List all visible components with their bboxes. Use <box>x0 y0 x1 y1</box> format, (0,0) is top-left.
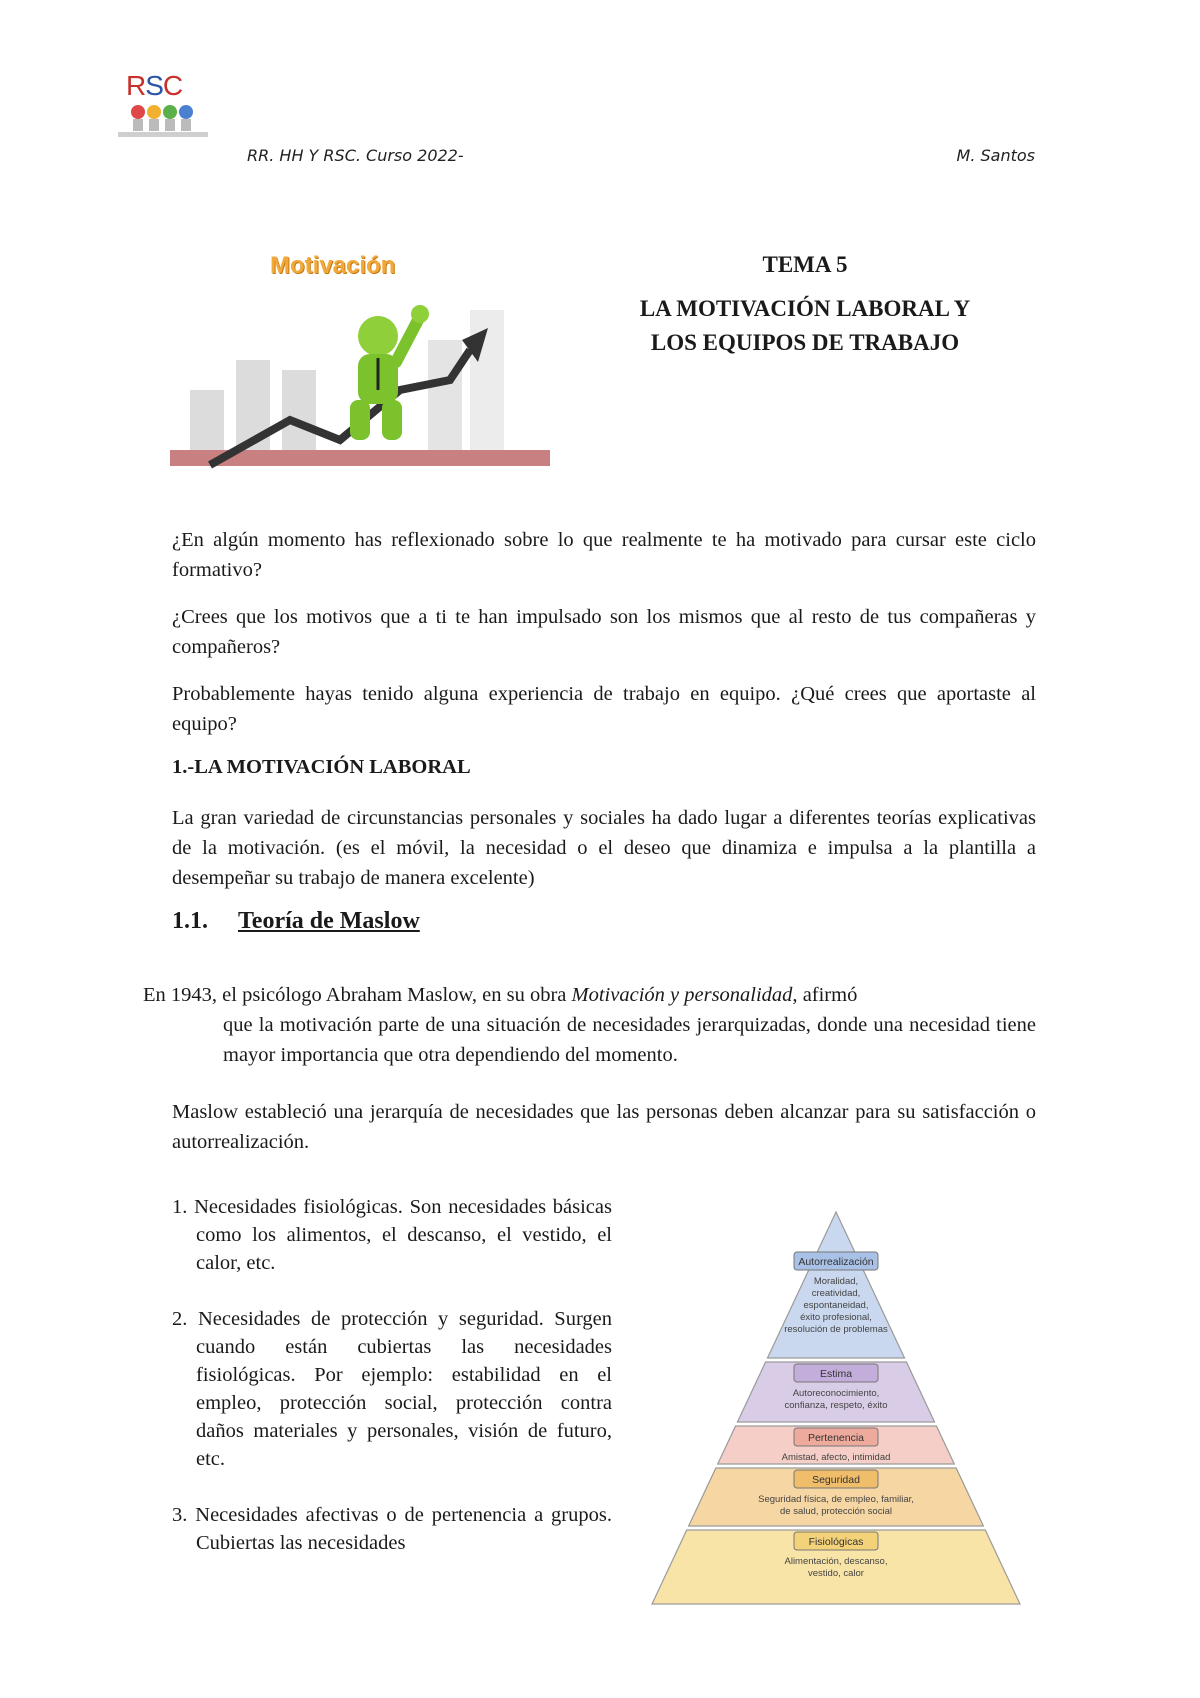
section-title: Teoría de Maslow <box>238 908 420 934</box>
section-heading-motivation: 1.-LA MOTIVACIÓN LABORAL <box>172 756 471 778</box>
growth-figure-icon <box>170 250 550 472</box>
needs-list <box>172 1193 612 1585</box>
pyramid-level-description: Seguridad física, de empleo, familiar, <box>758 1494 914 1505</box>
logo-text: RSC <box>126 70 183 101</box>
section-heading-maslow <box>172 908 420 935</box>
header-author: M. Santos <box>956 146 1035 165</box>
intro-question-3: Probablemente hayas tenido alguna experiencia de trabajo en equipo. ¿Qué crees que aportaste al equipo? <box>172 683 1036 735</box>
title-block <box>560 252 1050 360</box>
pyramid-level-description: éxito profesional, <box>800 1312 872 1323</box>
motivation-label: Motivación <box>270 252 396 279</box>
rsc-logo <box>112 62 212 146</box>
pyramid-level-description: de salud, protección social <box>780 1506 892 1517</box>
topic-number: TEMA 5 <box>762 252 848 277</box>
title-line-1: LA MOTIVACIÓN LABORAL Y <box>639 296 971 321</box>
pyramid-level-description: Amistad, afecto, intimidad <box>781 1452 891 1463</box>
list-item: 3. Necesidades afectivas o de pertenencia a grupos. Cubiertas las necesidades <box>172 1504 612 1554</box>
motivation-illustration <box>170 250 550 472</box>
intro-question-1: ¿En algún momento has reflexionado sobre lo que realmente te ha motivado para cursar este ciclo formativo? <box>172 529 1036 581</box>
pyramid-level-description: vestido, calor <box>808 1568 864 1579</box>
maslow-text-mid: afirmó <box>797 984 858 1006</box>
section-motivation-text: La gran variedad de circunstancias personales y sociales ha dado lugar a diferentes teorías explicativas de la motivación. (es el móvil, la necesidad o el deseo que dinamiza e impulsa a la plantilla a desempeñar su trabajo de manera excelente) <box>172 807 1036 889</box>
pyramid-level-description: resolución de problemas <box>784 1324 888 1335</box>
maslow-paragraph-2: Maslow estableció una jerarquía de necesidades que las personas deben alcanzar para su satisfacción o autorrealización. <box>172 1101 1036 1153</box>
maslow-paragraph-1 <box>143 980 1036 1070</box>
header-course: RR. HH Y RSC. Curso 2022- <box>247 146 464 165</box>
list-item: 2. Necesidades de protección y seguridad. Surgen cuando están cubiertas las necesidades fisiológicas. Por ejemplo: estabilidad en el empleo, protección social, protección contra daños materiales y personales, visión de futuro, etc. <box>172 1308 612 1470</box>
pyramid-level-name: Fisiológicas <box>808 1536 864 1548</box>
book-title: Motivación y personalidad, <box>571 984 798 1006</box>
pyramid-level-name: Pertenencia <box>807 1432 865 1444</box>
logo-figures-icon <box>112 62 212 146</box>
pyramid-level-name: Estima <box>819 1368 853 1380</box>
section-number: 1.1. <box>172 908 208 934</box>
page-title <box>560 292 1050 360</box>
title-line-2: LOS EQUIPOS DE TRABAJO <box>650 330 960 355</box>
pyramid-level-description: Moralidad, <box>813 1276 859 1287</box>
list-item: 1. Necesidades fisiológicas. Son necesidades básicas como los alimentos, el descanso, el vestido, el calor, etc. <box>172 1196 612 1274</box>
maslow-text-rest: que la motivación parte de una situación de necesidades jerarquizadas, donde una necesidad tiene mayor importancia que otra dependiendo del momento. <box>223 1014 1036 1066</box>
pyramid-level-description: Autoreconocimiento, <box>792 1388 880 1399</box>
maslow-text-start: En 1943, el psicólogo Abraham Maslow, en su obra <box>143 984 572 1006</box>
pyramid-level-description: espontaneidad, <box>803 1300 869 1311</box>
pyramid-level-name: Autorrealización <box>798 1256 874 1268</box>
pyramid-level-description: Alimentación, descanso, <box>784 1556 888 1567</box>
pyramid-level-name: Seguridad <box>812 1474 860 1486</box>
pyramid-level-description: creatividad, <box>811 1288 861 1299</box>
pyramid-level-description: confianza, respeto, éxito <box>784 1400 888 1411</box>
maslow-pyramid <box>650 1208 1022 1608</box>
intro-question-2: ¿Crees que los motivos que a ti te han impulsado son los mismos que al resto de tus compañeras y compañeros? <box>172 606 1036 658</box>
